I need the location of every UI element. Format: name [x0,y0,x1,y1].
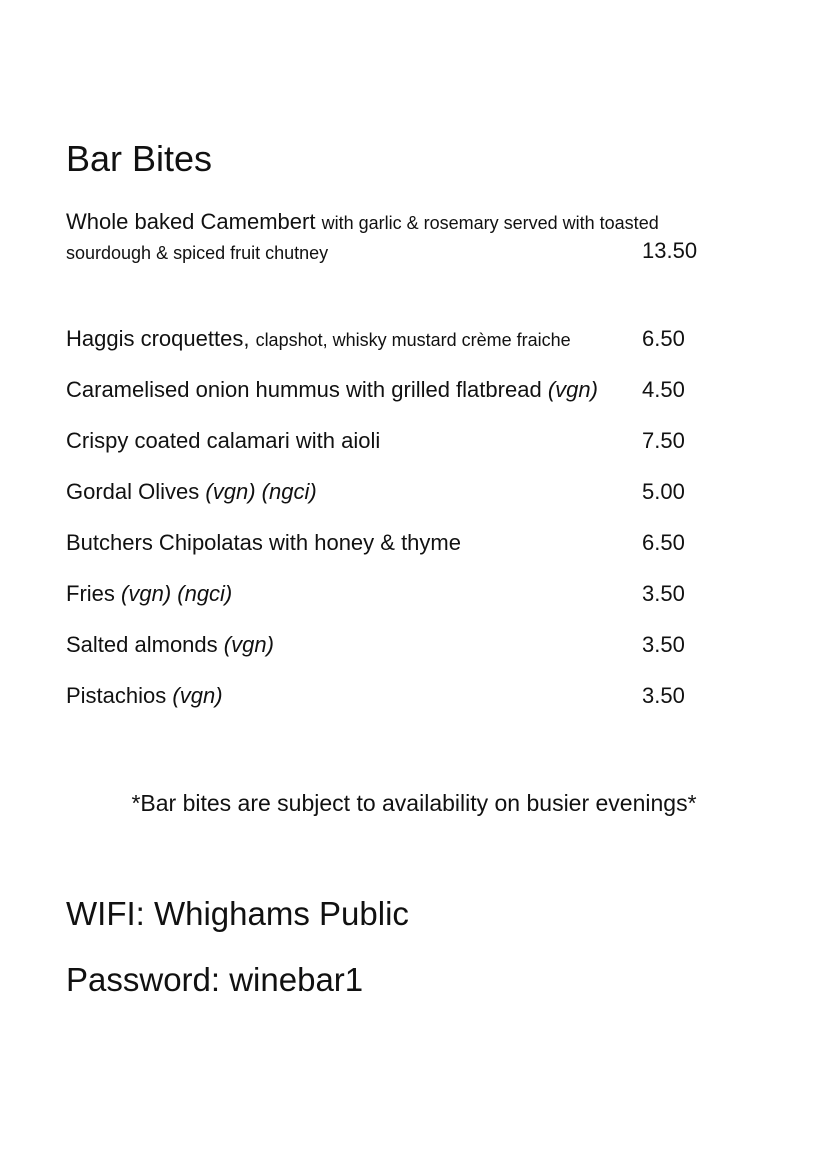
featured-item-price: 13.50 [642,238,698,263]
menu-item [66,373,746,424]
wifi-password: Password: winebar1 [66,961,364,998]
menu-item-desc: clapshot, whisky mustard crème fraiche [255,330,571,350]
menu-item-price: 7.50 [642,428,685,453]
menu-item-name: Butchers Chipolatas with honey & thyme [66,530,461,555]
page-title: Bar Bites [66,138,213,179]
menu-item-name: Crispy coated calamari with aioli [66,428,381,453]
featured-item [66,206,706,267]
featured-item-name: Whole baked Camembert [66,209,316,234]
menu-item [66,526,746,577]
menu-item-price: 3.50 [642,632,685,657]
menu-item-price: 5.00 [642,479,685,504]
menu-item-name: Salted almonds [66,632,218,657]
menu-item-name: Caramelised onion hummus with grilled flatbread [66,377,542,402]
menu-item-name: Pistachios [66,683,167,708]
menu-item [66,322,746,373]
menu-item [66,628,746,679]
menu-item-price: 4.50 [642,377,685,402]
menu-item-tags: (vgn) [172,683,223,708]
menu-item [66,679,746,730]
menu-item [66,424,746,475]
menu-item-tags: (vgn) (ngci) [205,479,317,504]
menu-item [66,475,746,526]
menu-item-name: Haggis croquettes, [66,326,250,351]
menu-item-price: 3.50 [642,683,685,708]
wifi-name: WIFI: Whighams Public [66,895,409,932]
menu-item-price: 6.50 [642,326,685,351]
availability-note: *Bar bites are subject to availability on busier evenings* [131,790,697,816]
featured-item-desc-line2: sourdough & spiced fruit chutney [66,243,329,263]
menu-item-price: 3.50 [642,581,685,606]
menu-list [66,322,746,730]
featured-item-desc-line1: with garlic & rosemary served with toasted [321,213,659,233]
menu-item-tags: (vgn) [547,377,598,402]
menu-item-name: Gordal Olives [66,479,200,504]
menu-item [66,577,746,628]
menu-item-name: Fries [66,581,115,606]
menu-item-price: 6.50 [642,530,685,555]
menu-item-tags: (vgn) [223,632,274,657]
menu-item-tags: (vgn) (ngci) [121,581,233,606]
